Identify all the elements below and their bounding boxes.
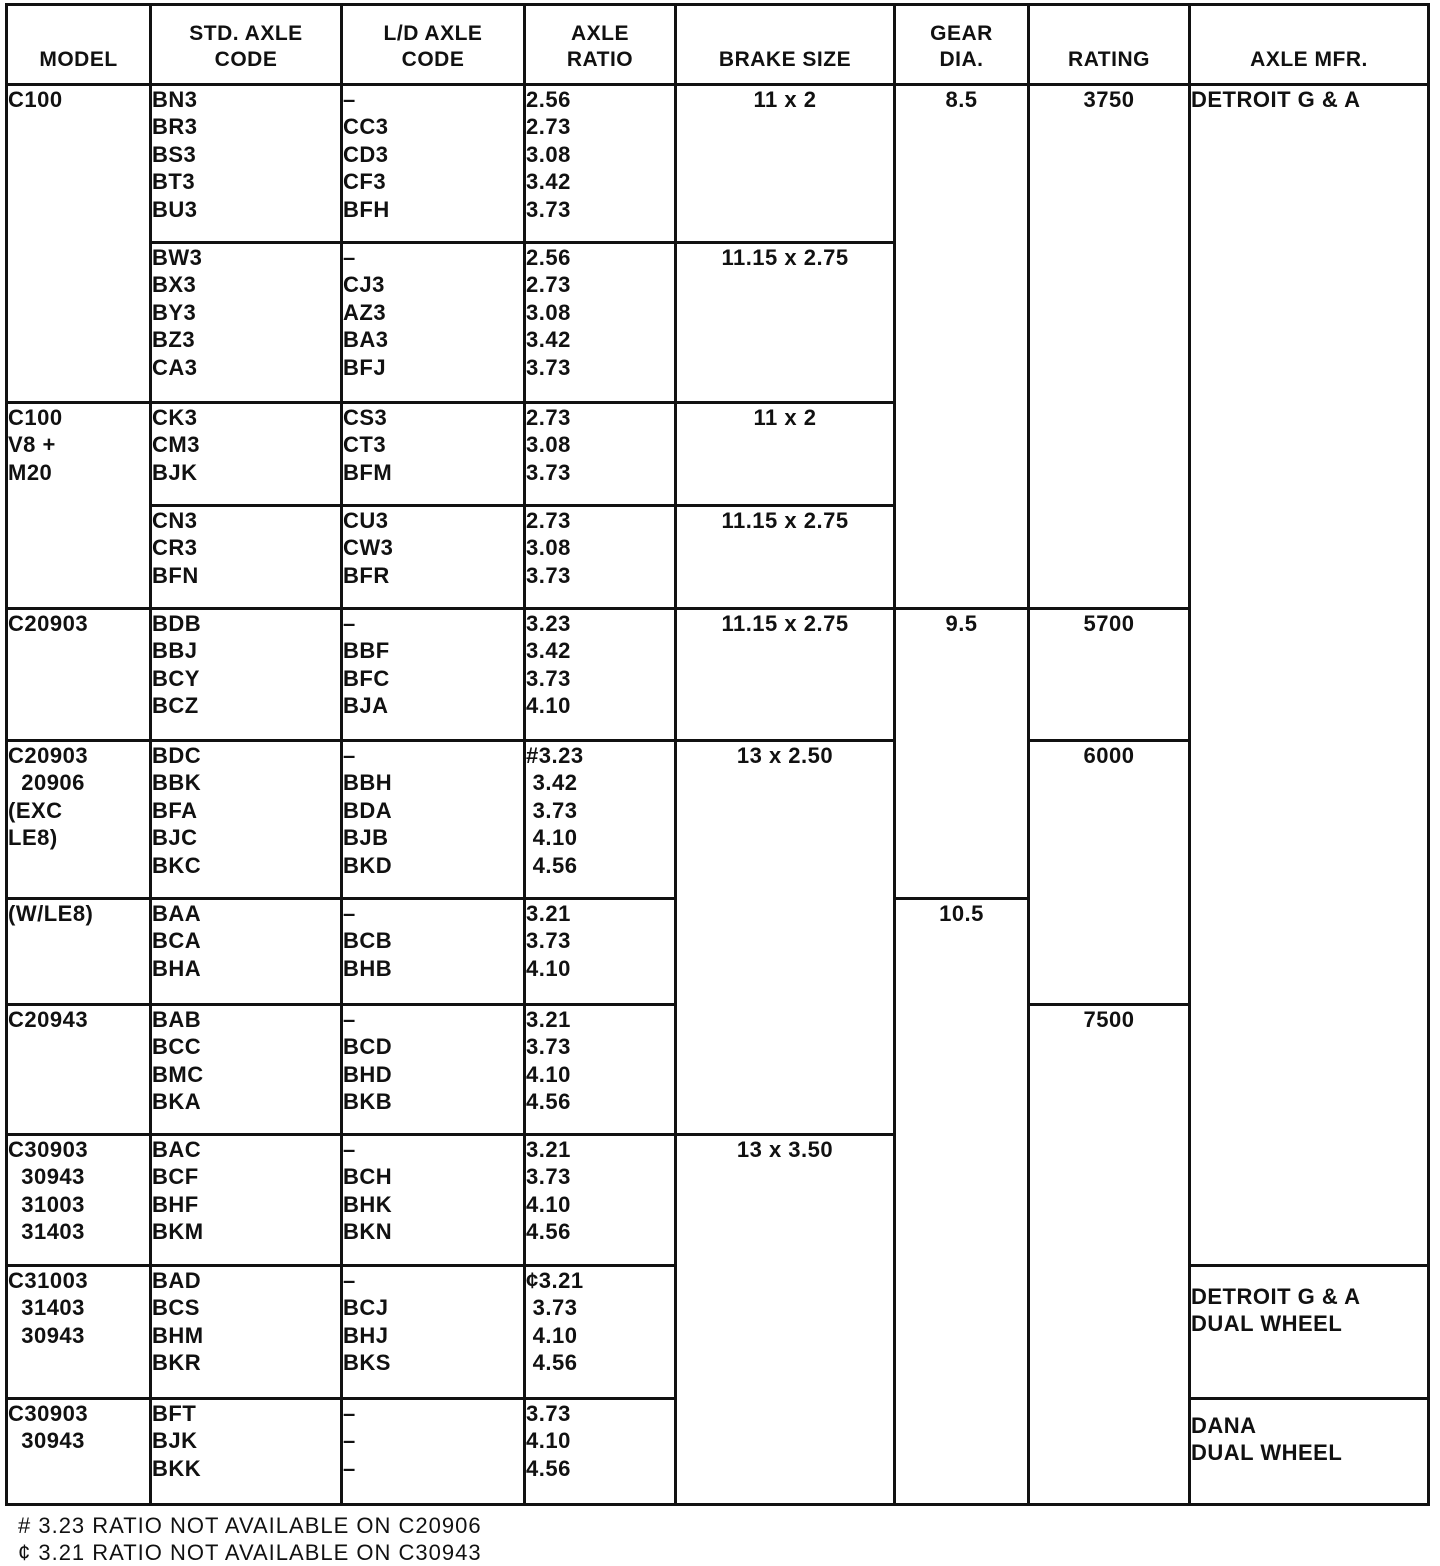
ld-axle-code-cell: – CC3 CD3 CF3 BFH <box>342 85 525 243</box>
footnotes <box>18 1512 482 1566</box>
axle-ratio-cell: 3.23 3.42 3.73 4.10 <box>525 609 676 741</box>
header-axle-ratio: AXLE RATIO <box>525 5 676 85</box>
std-axle-code-cell: BDC BBK BFA BJC BKC <box>151 741 342 899</box>
ld-axle-code-cell: – CJ3 AZ3 BA3 BFJ <box>342 243 525 403</box>
axle-ratio-cell: 2.73 3.08 3.73 <box>525 506 676 609</box>
axle-ratio-cell: 3.21 3.73 4.10 4.56 <box>525 1135 676 1266</box>
brake-size-cell: 11.15 x 2.75 <box>676 609 895 741</box>
model-cell: (W/LE8) <box>7 899 151 1005</box>
header-std-axle-code: STD. AXLE CODE <box>151 5 342 85</box>
std-axle-code-cell: BAC BCF BHF BKM <box>151 1135 342 1266</box>
model-cell: C20903 <box>7 609 151 741</box>
model-cell: C31003 31403 30943 <box>7 1266 151 1399</box>
std-axle-code-cell: CN3 CR3 BFN <box>151 506 342 609</box>
model-cell: C30903 30943 <box>7 1399 151 1505</box>
header-brake-size: BRAKE SIZE <box>676 5 895 85</box>
ld-axle-code-cell: CS3 CT3 BFM <box>342 403 525 506</box>
ld-axle-code-cell: CU3 CW3 BFR <box>342 506 525 609</box>
axle-mfr-cell: DETROIT G & A DUAL WHEEL <box>1190 1266 1429 1399</box>
brake-size-cell: 11.15 x 2.75 <box>676 506 895 609</box>
header-gear-dia: GEAR DIA. <box>895 5 1029 85</box>
rating-cell: 6000 <box>1029 741 1190 1005</box>
model-cell: C100 <box>7 85 151 403</box>
std-axle-code-cell: BN3 BR3 BS3 BT3 BU3 <box>151 85 342 243</box>
std-axle-code-cell: BW3 BX3 BY3 BZ3 CA3 <box>151 243 342 403</box>
ld-axle-code-cell: – BBF BFC BJA <box>342 609 525 741</box>
axle-ratio-cell: 2.56 2.73 3.08 3.42 3.73 <box>525 243 676 403</box>
axle-ratio-cell: 2.73 3.08 3.73 <box>525 403 676 506</box>
std-axle-code-cell: BAB BCC BMC BKA <box>151 1005 342 1135</box>
brake-size-cell: 13 x 2.50 <box>676 741 895 1135</box>
model-cell: C100 V8 + M20 <box>7 403 151 609</box>
gear-dia-cell: 10.5 <box>895 899 1029 1505</box>
header-rating: RATING <box>1029 5 1190 85</box>
ld-axle-code-cell: – BCJ BHJ BKS <box>342 1266 525 1399</box>
axle-mfr-cell: DANA DUAL WHEEL <box>1190 1399 1429 1505</box>
model-cell: C20943 <box>7 1005 151 1135</box>
brake-size-cell: 11 x 2 <box>676 85 895 243</box>
rating-cell: 5700 <box>1029 609 1190 741</box>
footnote: # 3.23 RATIO NOT AVAILABLE ON C20906 <box>18 1513 482 1538</box>
brake-size-cell: 11.15 x 2.75 <box>676 243 895 403</box>
brake-size-cell: 11 x 2 <box>676 403 895 506</box>
axle-mfr-cell: DETROIT G & A <box>1190 85 1429 1266</box>
std-axle-code-cell: BFT BJK BKK <box>151 1399 342 1505</box>
axle-ratio-cell: 3.21 3.73 4.10 <box>525 899 676 1005</box>
header-model: MODEL <box>7 5 151 85</box>
axle-spec-table <box>5 3 1430 1506</box>
gear-dia-cell: 8.5 <box>895 85 1029 609</box>
ld-axle-code-cell: – BBH BDA BJB BKD <box>342 741 525 899</box>
model-cell: C30903 30943 31003 31403 <box>7 1135 151 1266</box>
std-axle-code-cell: CK3 CM3 BJK <box>151 403 342 506</box>
header-axle-mfr: AXLE MFR. <box>1190 5 1429 85</box>
axle-ratio-cell: #3.23 3.42 3.73 4.10 4.56 <box>525 741 676 899</box>
std-axle-code-cell: BDB BBJ BCY BCZ <box>151 609 342 741</box>
ld-axle-code-cell: – BCH BHK BKN <box>342 1135 525 1266</box>
model-cell: C20903 20906 (EXC LE8) <box>7 741 151 899</box>
brake-size-cell: 13 x 3.50 <box>676 1135 895 1505</box>
ld-axle-code-cell: – BCD BHD BKB <box>342 1005 525 1135</box>
std-axle-code-cell: BAD BCS BHM BKR <box>151 1266 342 1399</box>
axle-ratio-cell: 3.73 4.10 4.56 <box>525 1399 676 1505</box>
header-ld-axle-code: L/D AXLE CODE <box>342 5 525 85</box>
gear-dia-cell: 9.5 <box>895 609 1029 899</box>
rating-cell: 7500 <box>1029 1005 1190 1505</box>
axle-ratio-cell: 3.21 3.73 4.10 4.56 <box>525 1005 676 1135</box>
rating-cell: 3750 <box>1029 85 1190 609</box>
ld-axle-code-cell: – – – <box>342 1399 525 1505</box>
axle-ratio-cell: 2.56 2.73 3.08 3.42 3.73 <box>525 85 676 243</box>
footnote: ¢ 3.21 RATIO NOT AVAILABLE ON C30943 <box>18 1540 482 1565</box>
ld-axle-code-cell: – BCB BHB <box>342 899 525 1005</box>
axle-ratio-cell: ¢3.21 3.73 4.10 4.56 <box>525 1266 676 1399</box>
table-row <box>7 85 1429 243</box>
std-axle-code-cell: BAA BCA BHA <box>151 899 342 1005</box>
